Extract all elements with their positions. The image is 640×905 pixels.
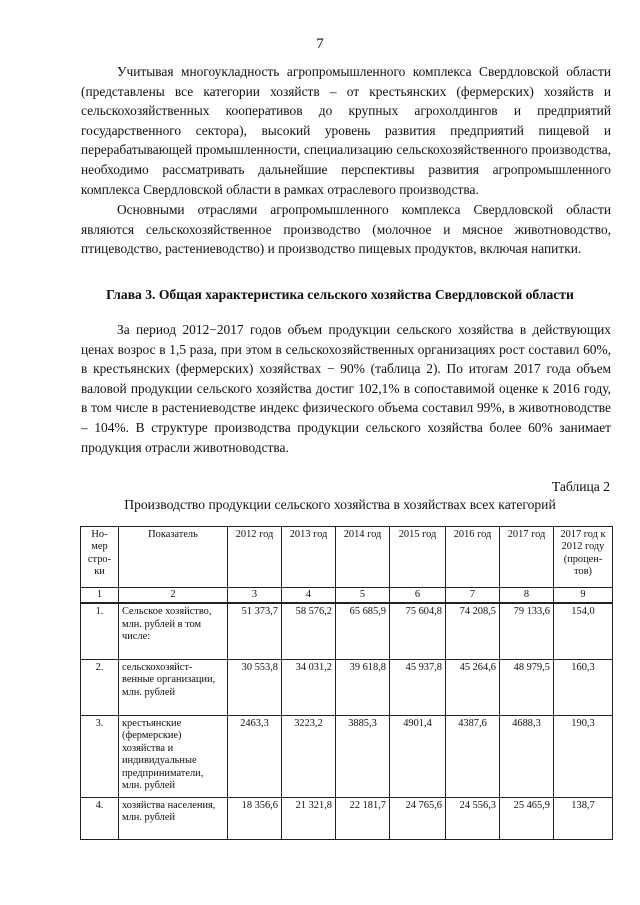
- row-label: хозяйства населения, млн. рублей: [119, 797, 228, 839]
- column-number: 7: [446, 588, 500, 604]
- cell-2012: 51 373,7: [228, 603, 282, 659]
- table-row-farm-households: [81, 715, 613, 797]
- header-2013: 2013 год: [282, 527, 336, 588]
- paragraph-production-growth: За период 2012−2017 годов объем продукции сельского хозяйства в действующих ценах возрос в 1,5 раза, при этом в сельскохозяйственных организациях рост составил 60%, в крестьянских (фермерских) хозяйствах − 90% (таблица 2). По итогам 2017 года объем валовой продукции сельского хозяйства достиг 102,1% в сопоставимой оценке к 2016 году, в том числе в растениеводстве индекс физического объема составил 99%, в животноводстве – 104%. В структуре производства продукции сельского хозяйства более 60% занимает продукция отрасли животноводства.: [81, 322, 611, 455]
- cell-2013: 21 321,8: [282, 797, 336, 839]
- paragraph-agro-structure: Учитывая многоукладность агропромышленного комплекса Свердловской области (представлены все категории хозяйств – от крестьянских (фермерских) хозяйств и сельскохозяйственных кооперативов до крупных агрохолдингов и предприятий государственного сектора), высокий уровень развития предприятий пищевой и перерабатывающей промышленности, специализацию сельскохозяйственного производства, необходимо рассматривать дальнейшие перспективы развития агропромышленного комплекса Свердловской области в рамках отраслевого производства.: [81, 64, 611, 197]
- cell-ratio: 160,3: [554, 659, 613, 715]
- column-number: 1: [81, 588, 119, 604]
- cell-2014: 65 685,9: [336, 603, 390, 659]
- row-number: 1.: [81, 603, 119, 659]
- cell-2012: 2463,3: [228, 715, 282, 797]
- column-number: 8: [500, 588, 554, 604]
- header-indicator: Показатель: [119, 527, 228, 588]
- table-row-population-households: [81, 797, 613, 839]
- cell-2016: 4387,6: [446, 715, 500, 797]
- header-2014: 2014 год: [336, 527, 390, 588]
- cell-ratio: 154,0: [554, 603, 613, 659]
- header-2017: 2017 год: [500, 527, 554, 588]
- header-2012: 2012 год: [228, 527, 282, 588]
- column-number: 6: [390, 588, 446, 604]
- cell-2017: 79 133,6: [500, 603, 554, 659]
- cell-2014: 22 181,7: [336, 797, 390, 839]
- production-table: [80, 526, 613, 840]
- cell-2014: 3885,3: [336, 715, 390, 797]
- cell-2012: 30 553,8: [228, 659, 282, 715]
- column-number: 9: [554, 588, 613, 604]
- row-label: Сельское хозяйство, млн. рублей в том числе:: [119, 603, 228, 659]
- header-row-number: Но-мер стро-ки: [81, 527, 119, 588]
- cell-2013: 34 031,2: [282, 659, 336, 715]
- cell-2014: 39 618,8: [336, 659, 390, 715]
- cell-2017: 4688,3: [500, 715, 554, 797]
- cell-2015: 75 604,8: [390, 603, 446, 659]
- column-number: 3: [228, 588, 282, 604]
- cell-2017: 25 465,9: [500, 797, 554, 839]
- table-title: Производство продукции сельского хозяйства в хозяйствах всех категорий: [124, 497, 556, 512]
- table-number: Таблица 2: [551, 479, 610, 494]
- column-number: 2: [119, 588, 228, 604]
- header-2015: 2015 год: [390, 527, 446, 588]
- header-2016: 2016 год: [446, 527, 500, 588]
- cell-2013: 3223,2: [282, 715, 336, 797]
- cell-2015: 24 765,6: [390, 797, 446, 839]
- row-label: крестьянские (фермерские) хозяйства и индивидуальные предприниматели, млн. рублей: [119, 715, 228, 797]
- cell-ratio: 138,7: [554, 797, 613, 839]
- cell-2016: 74 208,5: [446, 603, 500, 659]
- cell-2012: 18 356,6: [228, 797, 282, 839]
- column-number-row: [81, 588, 613, 604]
- table-row-agri-organizations: [81, 659, 613, 715]
- table-header-row: [81, 527, 613, 588]
- cell-2013: 58 576,2: [282, 603, 336, 659]
- page-number: 7: [316, 36, 324, 52]
- row-number: 2.: [81, 659, 119, 715]
- row-label: сельскохозяйст-венные организации, млн. рублей: [119, 659, 228, 715]
- cell-2017: 48 979,5: [500, 659, 554, 715]
- table-row-agriculture-total: [81, 603, 613, 659]
- chapter-heading: Глава 3. Общая характеристика сельского хозяйства Свердловской области: [106, 287, 574, 302]
- paragraph-main-industries: Основными отраслями агропромышленного комплекса Свердловской области являются сельскохозяйственное производство (молочное и мясное животноводство, птицеводство, растениеводство) и производство пищевых продуктов, включая напитки.: [81, 202, 611, 257]
- cell-2016: 24 556,3: [446, 797, 500, 839]
- row-number: 3.: [81, 715, 119, 797]
- column-number: 5: [336, 588, 390, 604]
- cell-2016: 45 264,6: [446, 659, 500, 715]
- column-number: 4: [282, 588, 336, 604]
- header-ratio: 2017 год к 2012 году (процен-тов): [554, 527, 613, 588]
- cell-2015: 45 937,8: [390, 659, 446, 715]
- row-number: 4.: [81, 797, 119, 839]
- cell-2015: 4901,4: [390, 715, 446, 797]
- cell-ratio: 190,3: [554, 715, 613, 797]
